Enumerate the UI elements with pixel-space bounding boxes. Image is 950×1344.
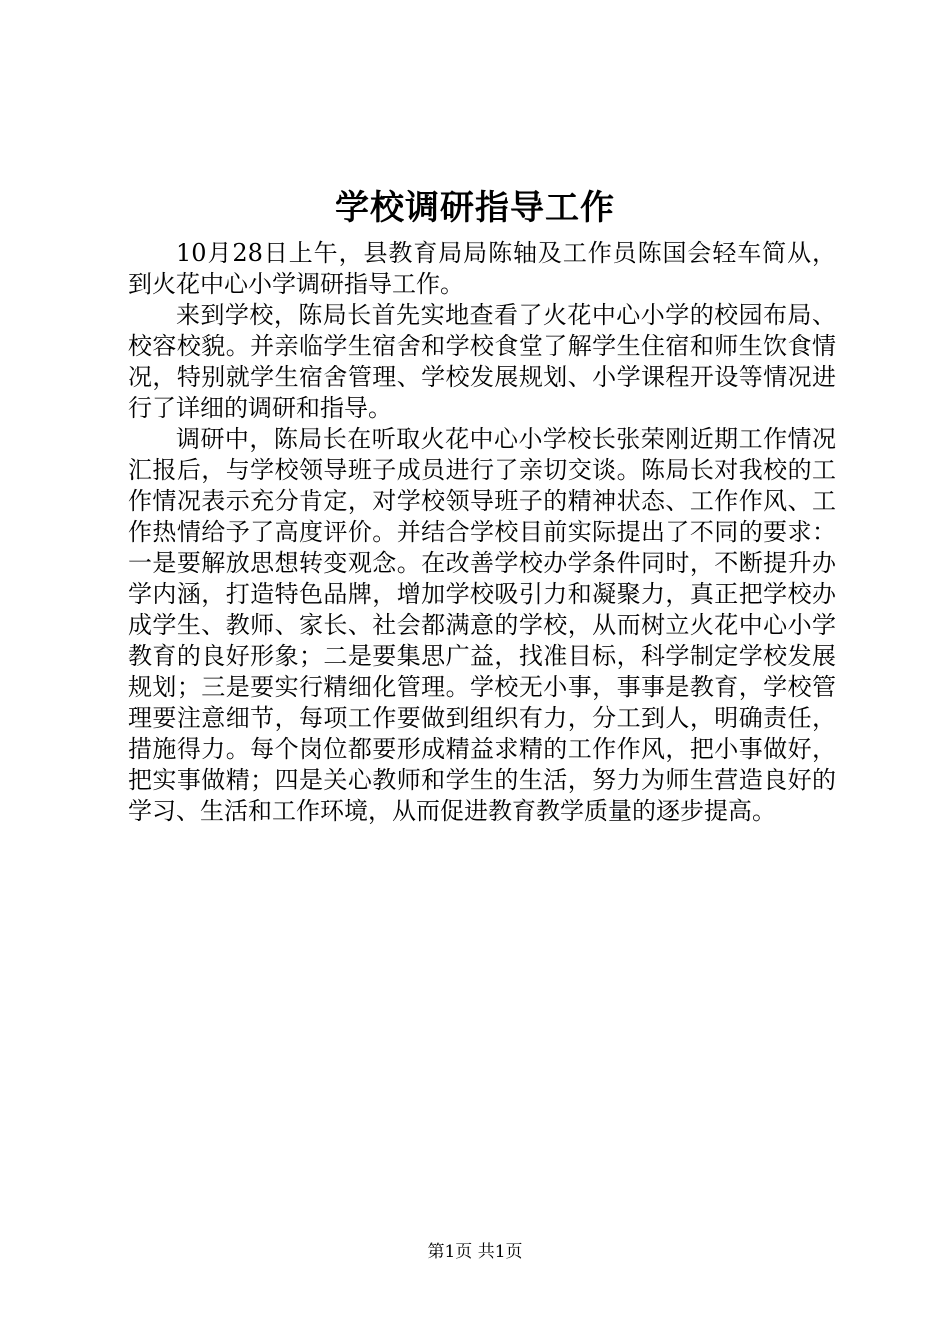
paragraph-research-requirements: 调研中，陈局长在听取火花中心小学校长张荣刚近期工作情况汇报后，与学校领导班子成员进行了亲切交谈。陈局长对我校的工作情况表示充分肯定，对学校领导班子的精神状态、工作作风、工作热情给予了高度评价。并结合学校目前实际提出了不同的要求：一是要解放思想转变观念。在改善学校办学条件同时，不断提升办学内涵，打造特色品牌，增加学校吸引力和凝聚力，真正把学校办成学生、教师、家长、社会都满意的学校，从而树立火花中心小学教育的良好形象；二是要集思广益，找准目标，科学制定学校发展规划；三是要实行精细化管理。学校无小事，事事是教育，学校管理要注意细节，每项工作要做到组织有力，分工到人，明确责任，措施得力。每个岗位都要形成精益求精的工作作风，把小事做好，把实事做精；四是关心教师和学生的生活，努力为师生营造良好的学习、生活和工作环境，从而促进教育教学质量的逐步提高。	[128, 425, 836, 825]
paragraph-intro: 10月28日上午，县教育局局陈轴及工作员陈国会轻车简从，到火花中心小学调研指导工作。	[128, 239, 836, 298]
paragraph-campus-visit: 来到学校，陈局长首先实地查看了火花中心小学的校园布局、校容校貌。并亲临学生宿舍和学校食堂了解学生住宿和师生饮食情况，特别就学生宿舍管理、学校发展规划、小学课程开设等情况进行了详细的调研和指导。	[128, 301, 836, 422]
document-body	[128, 238, 836, 827]
document-title: 学校调研指导工作	[335, 188, 615, 228]
page-footer: 第1页 共1页	[427, 1242, 523, 1262]
